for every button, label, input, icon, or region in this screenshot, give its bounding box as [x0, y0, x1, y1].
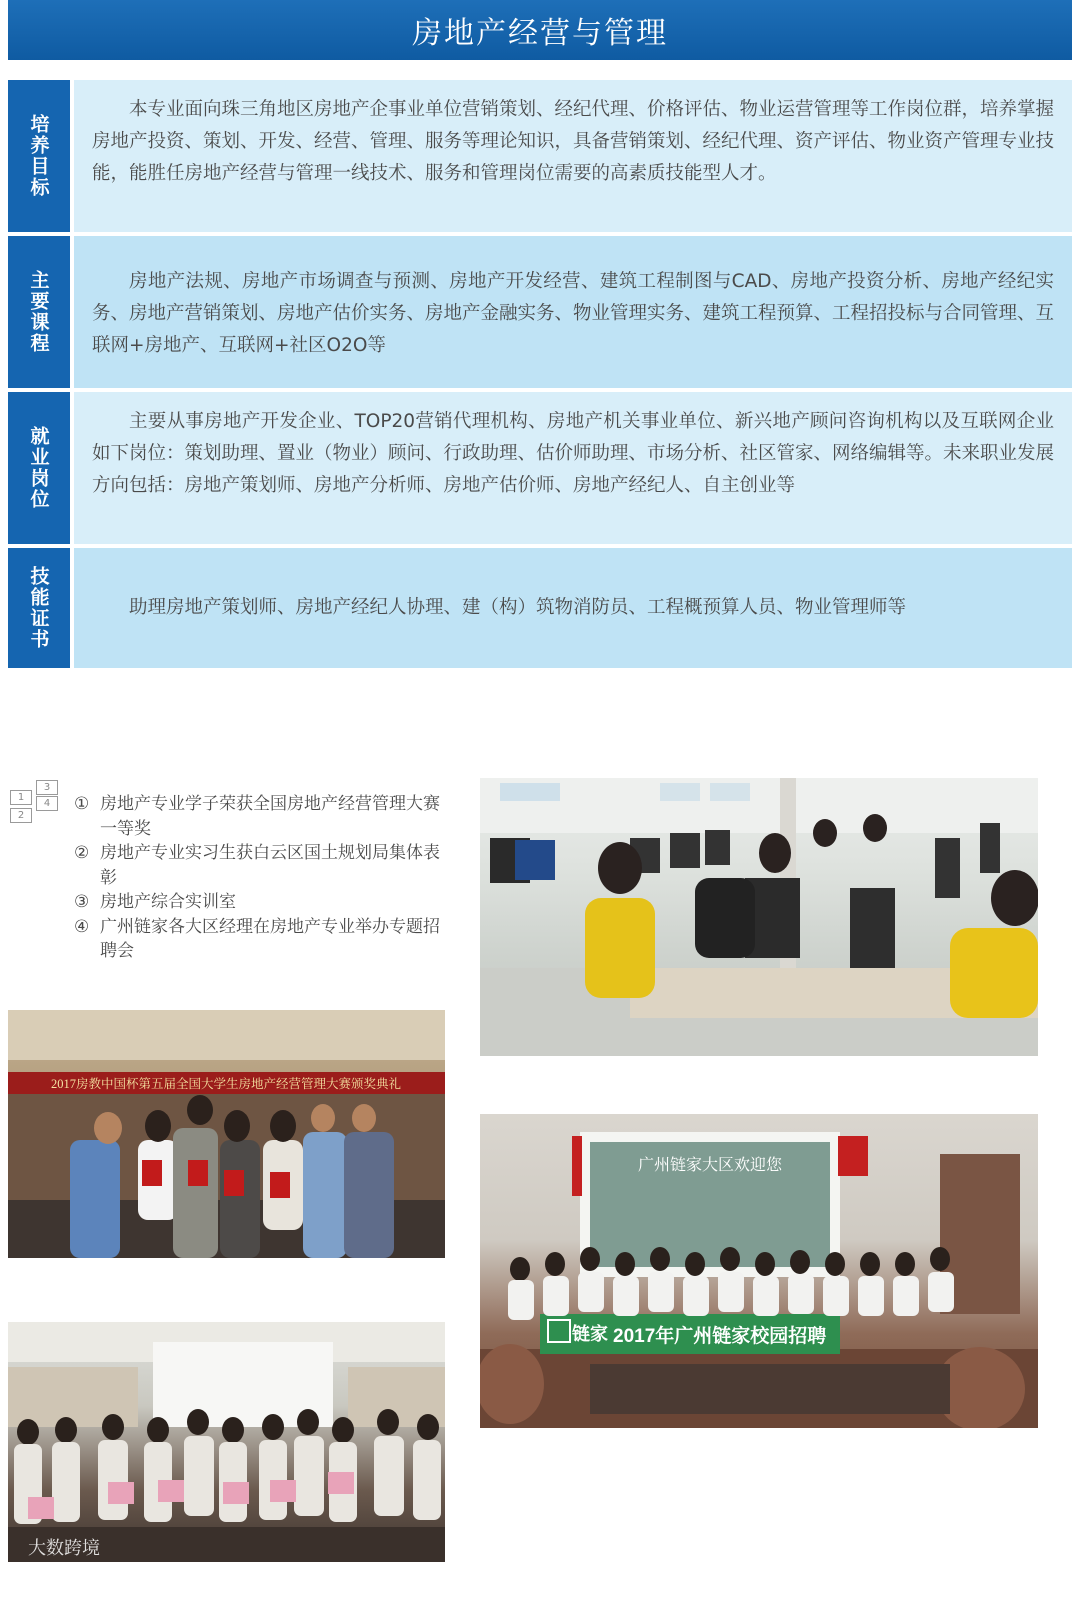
- marker: 4: [36, 796, 58, 811]
- marker: 2: [10, 808, 32, 823]
- page-title: 房地产经营与管理: [412, 16, 668, 51]
- caption-item: ② 房地产专业实习生获白云区国土规划局集体表彰: [74, 843, 440, 888]
- screen-text: 广州链家大区欢迎您: [637, 1157, 783, 1174]
- photo-lianjia-recruitment: [480, 1114, 1038, 1428]
- photo-training-room: [480, 778, 1038, 1056]
- award-banner-text: 2017房教中国杯第五届全国大学生房地产经营管理大赛颁奖典礼: [50, 1077, 402, 1091]
- section-label: 主要课程: [8, 236, 70, 388]
- section-label: 技能证书: [8, 548, 70, 668]
- lianjia-banner-text: 2017年广州链家校园招聘: [613, 1326, 827, 1347]
- lianjia-logo-text: 链家: [572, 1324, 608, 1344]
- marker: 1: [10, 790, 32, 805]
- section-label: 培养目标: [8, 80, 70, 232]
- section-text: 助理房地产策划师、房地产经纪人协理、建（构）筑物消防员、工程概预算人员、物业管理师等: [74, 548, 1072, 668]
- caption-item: ③ 房地产综合实训室: [74, 892, 236, 912]
- caption-item: ① 房地产专业学子荣获全国房地产经营管理大赛一等奖: [74, 794, 440, 839]
- section-main-courses: [8, 236, 1072, 388]
- marker: 3: [36, 780, 58, 795]
- section-certificates: [8, 548, 1072, 668]
- caption-item: ④ 广州链家各大区经理在房地产专业举办专题招聘会: [74, 916, 440, 961]
- watermark-text: 大数跨境: [28, 1538, 100, 1558]
- page-title-bar: [8, 0, 1072, 60]
- section-text: 本专业面向珠三角地区房地产企事业单位营销策划、经纪代理、价格评估、物业运营管理等工作岗位群，培养掌握房地产投资、策划、开发、经营、管理、服务等理论知识，具备营销策划、经纪代理、资产评估、物业资产管理专业技能，能胜任房地产经营与管理一线技术、服务和管理岗位需要的高素质技能型人才。: [74, 80, 1072, 232]
- section-employment: [8, 392, 1072, 544]
- photo-award-ceremony: [8, 1010, 445, 1258]
- photo-layout-markers: [8, 782, 58, 850]
- lianjia-recruitment-illustration: [480, 1114, 1038, 1428]
- section-training-goal: [8, 80, 1072, 232]
- section-text: 主要从事房地产开发企业、TOP20营销代理机构、房地产机关事业单位、新兴地产顾问咨询机构以及互联网企业如下岗位：策划助理、置业（物业）顾问、行政助理、估价师助理、市场分析、社区管家、网络编辑等。未来职业发展方向包括：房地产策划师、房地产分析师、房地产估价师、房地产经纪人、自主创业等: [74, 392, 1072, 544]
- award-ceremony-illustration: [8, 1010, 445, 1258]
- training-room-illustration: [480, 778, 1038, 1056]
- internship-commendation-illustration: [8, 1322, 445, 1562]
- photo-internship-commendation: [8, 1322, 445, 1562]
- section-text: 房地产法规、房地产市场调查与预测、房地产开发经营、建筑工程制图与CAD、房地产投资分析、房地产经纪实务、房地产营销策划、房地产估价实务、房地产金融实务、物业管理实务、建筑工程预算、工程招投标与合同管理、互联网+房地产、互联网+社区O2O等: [74, 236, 1072, 388]
- section-label: 就业岗位: [8, 392, 70, 544]
